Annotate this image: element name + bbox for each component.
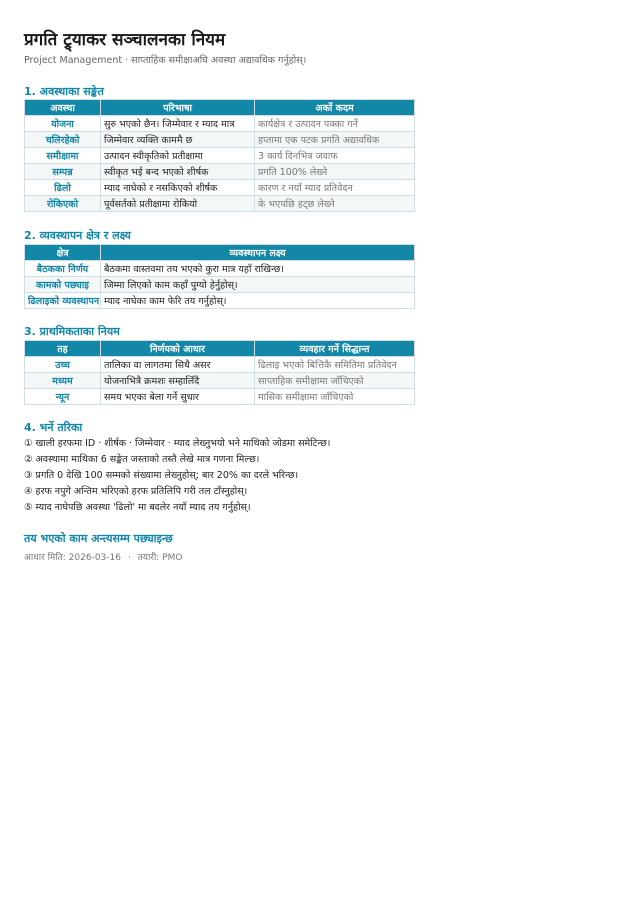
table-header-row: [25, 341, 415, 357]
principle-cell: साप्ताहिक समीक्षामा जाँचिएको: [255, 373, 415, 389]
principle-cell: ढिलाइ भएको बित्तिकै समितिमा प्रतिवेदन: [255, 357, 415, 373]
table-row: [25, 261, 415, 277]
table-row: [25, 293, 415, 309]
table-row: [25, 373, 415, 389]
column-header: व्यवस्थापन लक्ष्य: [101, 245, 415, 261]
goal-cell: बैठकमा वास्तवमा तय भएको कुरा मात्र यहाँ राखिन्छ।: [101, 261, 415, 277]
next-step-cell: 3 कार्य दिनभित्र जवाफ: [255, 148, 415, 164]
table-row: [25, 132, 415, 148]
table-row: [25, 148, 415, 164]
closing-statement: तय भएको काम अन्त्यसम्म पछ्याइन्छ: [24, 532, 173, 545]
next-step-cell: के भएपछि हट्छ लेख्ने: [255, 196, 415, 212]
column-header: परिभाषा: [101, 100, 255, 116]
section-heading-status: 1. अवस्थाका सङ्केत: [24, 85, 104, 98]
section-heading-management: 2. व्यवस्थापन क्षेत्र र लक्ष्य: [24, 229, 131, 242]
definition-cell: उत्पादन स्वीकृतिको प्रतीक्षामा: [101, 148, 255, 164]
status-name-cell: योजना: [25, 116, 101, 132]
table-row: [25, 180, 415, 196]
definition-cell: म्याद नाघेको र नसकिएको शीर्षक: [101, 180, 255, 196]
list-item: ② अवस्थामा माथिका 6 सङ्केत जस्ताको तस्तै लेखे मात्र गणना मिल्छ।: [24, 454, 260, 465]
next-step-cell: कारण र नयाँ म्याद प्रतिवेदन: [255, 180, 415, 196]
definition-cell: पूर्वसर्तको प्रतीक्षामा रोकियो: [101, 196, 255, 212]
table-row: [25, 389, 415, 405]
fill-instructions-list: [24, 436, 330, 516]
table-row: [25, 116, 415, 132]
footer-separator: ·: [127, 553, 131, 563]
column-header: निर्णयको आधार: [101, 341, 255, 357]
goal-cell: म्याद नाघेका काम फेरि तय गर्नुहोस्।: [101, 293, 415, 309]
status-name-cell: रोकिएको: [25, 196, 101, 212]
level-cell: उच्च: [25, 357, 101, 373]
page-subtitle: Project Management · साप्ताहिक समीक्षाअघि अवस्था अद्यावधिक गर्नुहोस्।: [24, 55, 307, 66]
page-title: प्रगति ट्र्याकर सञ्चालनका नियम: [24, 30, 226, 50]
status-name-cell: चलिरहेको: [25, 132, 101, 148]
list-item: ① खाली हरफमा ID · शीर्षक · जिम्मेवार · म्याद लेख्नुभयो भने माथिको जोडमा समेटिन्छ।: [24, 438, 331, 449]
level-cell: न्यून: [25, 389, 101, 405]
definition-cell: सुरु भएको छैन। जिम्मेवार र म्याद मात्र: [101, 116, 255, 132]
footer: [24, 550, 182, 563]
basis-cell: योजनाभित्रै क्रमशः सम्हालिँदै: [101, 373, 255, 389]
table-header-row: [25, 100, 415, 116]
basis-cell: समय भएका बेला गर्ने सुधार: [101, 389, 255, 405]
column-header: व्यवहार गर्ने सिद्धान्त: [255, 341, 415, 357]
table-row: [25, 164, 415, 180]
list-item: ③ प्रगति 0 देखि 100 सम्मको संख्यामा लेख्नुहोस्; बार 20% का दरले भरिन्छ।: [24, 470, 299, 481]
status-table: [24, 99, 415, 212]
next-step-cell: हप्तामा एक पटक प्रगति अद्यावधिक: [255, 132, 415, 148]
next-step-cell: कार्यक्षेत्र र उत्पादन पक्का गर्ने: [255, 116, 415, 132]
column-header: अर्को कदम: [255, 100, 415, 116]
area-cell: बैठकका निर्णय: [25, 261, 101, 277]
section-heading-priority: 3. प्राथमिकताका नियम: [24, 325, 120, 338]
status-name-cell: समीक्षामा: [25, 148, 101, 164]
column-header: क्षेत्र: [25, 245, 101, 261]
principle-cell: मासिक समीक्षामा जाँचिएको: [255, 389, 415, 405]
goal-cell: जिम्मा लिएको काम कहाँ पुग्यो हेर्नुहोस्।: [101, 277, 415, 293]
management-table: [24, 244, 415, 309]
section-heading-how-to-fill: 4. भर्ने तरिका: [24, 421, 83, 434]
level-cell: मध्यम: [25, 373, 101, 389]
list-item: ④ हरफ नपुगे अन्तिम भरिएको हरफ प्रतिलिपि गरी तल टाँस्नुहोस्।: [24, 486, 248, 497]
basis-cell: तालिका वा लागतमा सिधै असर: [101, 357, 255, 373]
table-row: [25, 357, 415, 373]
next-step-cell: प्रगति 100% लेख्ने: [255, 164, 415, 180]
area-cell: ढिलाइको व्यवस्थापन: [25, 293, 101, 309]
definition-cell: जिम्मेवार व्यक्ति काममै छ: [101, 132, 255, 148]
column-header: तह: [25, 341, 101, 357]
definition-cell: स्वीकृत भई बन्द भएको शीर्षक: [101, 164, 255, 180]
area-cell: कामको पछ्याइ: [25, 277, 101, 293]
status-name-cell: सम्पन्न: [25, 164, 101, 180]
status-name-cell: ढिलो: [25, 180, 101, 196]
prepared-by: तयारी: PMO: [137, 553, 183, 563]
base-date: आधार मिति: 2026-03-16: [24, 553, 121, 563]
table-row: [25, 277, 415, 293]
table-row: [25, 196, 415, 212]
priority-table: [24, 340, 415, 405]
table-header-row: [25, 245, 415, 261]
column-header: अवस्था: [25, 100, 101, 116]
list-item: ⑤ म्याद नाघेपछि अवस्था 'ढिलो' मा बदलेर नयाँ म्याद तय गर्नुहोस्।: [24, 502, 251, 513]
